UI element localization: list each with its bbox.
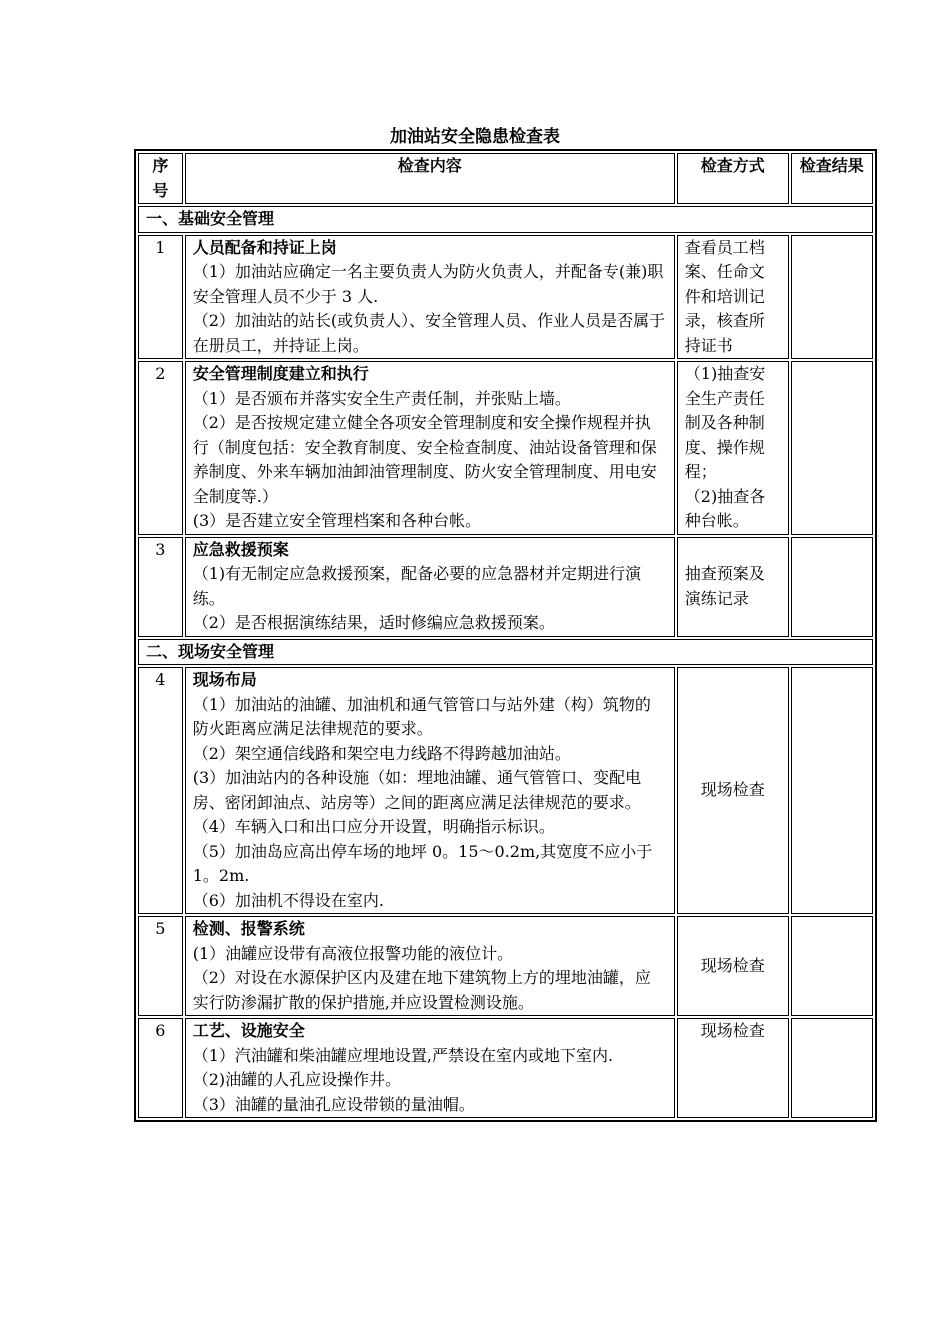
item-line: （1)有无制定应急救援预案，配备必要的应急器材并定期进行演练。 — [192, 564, 642, 608]
section-basic-safety: 一、基础安全管理 — [138, 206, 873, 233]
header-content: 检查内容 — [185, 153, 675, 204]
item-content — [185, 916, 675, 1016]
item-no: 3 — [138, 537, 183, 637]
item-method: 现场检查 — [677, 667, 789, 914]
item-result — [791, 537, 873, 637]
item-line: （3）油罐的量油孔应设带锁的量油帽。 — [192, 1094, 475, 1114]
item-content — [185, 1018, 675, 1118]
item-line: （2）对设在水源保护区内及建在地下建筑物上方的埋地油罐，应实行防渗漏扩散的保护措施,并应设置检测设施。 — [192, 968, 651, 1012]
section-site-safety: 二、现场安全管理 — [138, 639, 873, 666]
item-method: 查看员工档案、任命文件和培训记录，核查所持证书 — [677, 235, 789, 360]
item-result — [791, 1018, 873, 1118]
item-no: 5 — [138, 916, 183, 1016]
item-content — [185, 537, 675, 637]
item-title: 检测、报警系统 — [192, 919, 305, 938]
item-content — [185, 361, 675, 535]
item-line: （6）加油机不得设在室内. — [192, 890, 385, 910]
item-line: （5）加油岛应高出停车场的地坪 0。15～0.2m,其宽度不应小于 1。2m. — [192, 841, 653, 885]
item-title: 应急救援预案 — [192, 539, 289, 559]
method-line: （2)抽查各种台帐。 — [684, 486, 766, 530]
method-line: （1)抽查安全生产责任制及各种制度、操作规程； — [684, 364, 766, 481]
header-result: 检查结果 — [791, 153, 873, 204]
item-title: 现场布局 — [192, 670, 257, 689]
table-row — [138, 667, 873, 914]
item-line: （2）是否按规定建立健全各项安全管理制度和安全操作规程并执行（制度包括：安全教育制度、安全检查制度、油站设备管理和保养制度、外来车辆加油卸油管理制度、防火安全管理制度、用电安全制度等.） — [192, 413, 657, 506]
item-line: (3）是否建立安全管理档案和各种台帐。 — [192, 511, 482, 530]
item-no: 6 — [138, 1018, 183, 1118]
item-method — [677, 361, 789, 535]
table-row — [138, 916, 873, 1016]
table-header-row — [138, 153, 873, 204]
item-title: 人员配备和持证上岗 — [192, 237, 337, 257]
section-row — [138, 206, 873, 233]
table-row — [138, 361, 873, 535]
item-no: 2 — [138, 361, 183, 535]
header-method: 检查方式 — [677, 153, 789, 204]
table-row — [138, 1018, 873, 1118]
item-title: 工艺、设施安全 — [192, 1021, 305, 1040]
item-result — [791, 667, 873, 914]
item-line: （2)油罐的人孔应设操作井。 — [192, 1070, 402, 1089]
item-result — [791, 916, 873, 1016]
item-no: 4 — [138, 667, 183, 914]
item-line: （2）是否根据演练结果，适时修编应急救援预案。 — [192, 613, 555, 632]
item-line: （1）加油站应确定一名主要负责人为防火负责人，并配备专(兼)职安全管理人员不少于 3 人. — [192, 262, 664, 306]
page-title: 加油站安全隐患检查表 — [390, 127, 560, 147]
item-no: 1 — [138, 235, 183, 360]
inspection-table — [134, 149, 877, 1122]
table-row — [138, 537, 873, 637]
item-method: 抽查预案及演练记录 — [677, 537, 789, 637]
item-line: （2）架空通信线路和架空电力线路不得跨越加油站。 — [192, 743, 571, 763]
item-content — [185, 667, 675, 914]
header-no: 序号 — [138, 153, 183, 204]
item-result — [791, 235, 873, 360]
section-row — [138, 639, 873, 666]
item-line: （1）汽油罐和柴油罐应埋地设置,严禁设在室内或地下室内. — [192, 1045, 614, 1065]
item-result — [791, 361, 873, 535]
item-line: （1）加油站的油罐、加油机和通气管管口与站外建（构）筑物的防火距离应满足法律规范的要求。 — [192, 694, 651, 738]
table-row — [138, 235, 873, 360]
item-line: （1）是否颁布并落实安全生产责任制，并张贴上墙。 — [192, 388, 571, 408]
item-method: 现场检查 — [677, 1018, 789, 1118]
item-line: (3）加油站内的各种设施（如：埋地油罐、通气管管口、变配电房、密闭卸油点、站房等）之间的距离应满足法律规范的要求。 — [192, 768, 642, 812]
item-line: （2）加油站的站长(或负责人）、安全管理人员、作业人员是否属于在册员工，并持证上岗。 — [192, 311, 666, 355]
item-title: 安全管理制度建立和执行 — [192, 364, 369, 383]
item-content — [185, 235, 675, 360]
item-line: （4）车辆入口和出口应分开设置，明确指示标识。 — [192, 817, 555, 836]
item-line: (1）油罐应设带有高液位报警功能的液位计。 — [192, 943, 514, 963]
item-method: 现场检查 — [677, 916, 789, 1016]
